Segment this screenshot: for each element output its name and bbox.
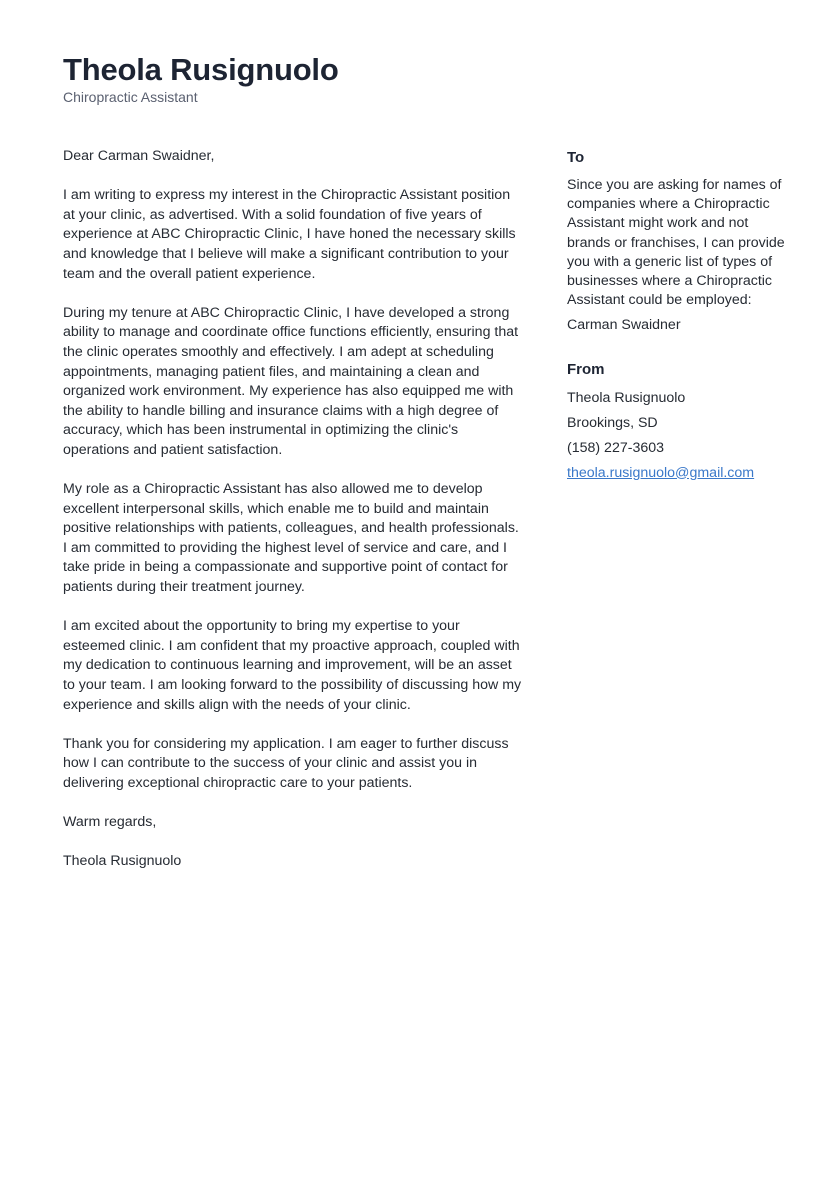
letter-signature: Theola Rusignuolo xyxy=(63,853,182,870)
to-recipient: Carman Swaidner xyxy=(567,317,681,334)
from-location: Brookings, SD xyxy=(567,414,658,431)
letter-body xyxy=(63,147,525,892)
letter-header xyxy=(63,52,763,106)
letter-paragraph-3: My role as a Chiropractic Assistant has also allowed me to develop excellent interpersonal skills, which enable me to build and maintain positive relationships with patients, colleagues, and health professionals. I am committed to providing the highest level of service and care, and I take pride in being a compassionate and supportive point of contact for patients during their treatment journey. xyxy=(63,481,519,596)
letter-paragraph-5: Thank you for considering my application. I am eager to further discuss how I can contribute to the success of your clinic and assist you in delivering exceptional chiropractic care to your patients. xyxy=(63,735,509,791)
to-block xyxy=(567,148,792,336)
to-heading: To xyxy=(567,149,585,166)
from-heading: From xyxy=(567,360,605,378)
letter-greeting: Dear Carman Swaidner, xyxy=(63,148,215,164)
letter-paragraph-2: During my tenure at ABC Chiropractic Clinic, I have developed a strong ability to manage and coordinate office functions efficiently, ensuring that the clinic operates smoothly and effectively. I am adept at scheduling appointments, managing patient files, and maintaining a clean and organized work environment. My experience has also equipped me with the ability to handle billing and insurance claims with a high degree of accuracy, which has been instrumental in optimizing the clinic's operations and patient satisfaction. xyxy=(63,304,519,458)
sender-role-subtitle: Chiropractic Assistant xyxy=(63,89,198,105)
from-block xyxy=(567,360,792,483)
email-link[interactable]: theola.rusignuolo@gmail.com xyxy=(567,464,755,481)
to-company: Since you are asking for names of companies where a Chiropractic Assistant might work and not brands or franchises, I can provide you with a generic list of types of businesses where a Chiropractic Assistant could be employed: xyxy=(567,177,785,309)
letter-closing: Warm regards, xyxy=(63,814,157,831)
letter-sidebar xyxy=(567,148,792,489)
from-email-line xyxy=(567,464,792,483)
letter-paragraph-1: I am writing to express my interest in the Chiropractic Assistant position at your clinic, as advertised. With a solid foundation of five years of experience at ABC Chiropractic Clinic, I have honed the necessary skills and knowledge that I believe will make a significant contribution to your team and the overall patient experience. xyxy=(63,187,516,282)
from-name: Theola Rusignuolo xyxy=(567,389,686,406)
letter-paragraph-4: I am excited about the opportunity to bring my expertise to your esteemed clinic. I am confident that my proactive approach, coupled with my dedication to continuous learning and improvement, will be an asset to your team. I am looking forward to the possibility of discussing how my experience and skills align with the needs of your clinic. xyxy=(63,618,522,713)
from-phone: (158) 227-3603 xyxy=(567,439,665,456)
sender-name-title: Theola Rusignuolo xyxy=(63,52,339,87)
